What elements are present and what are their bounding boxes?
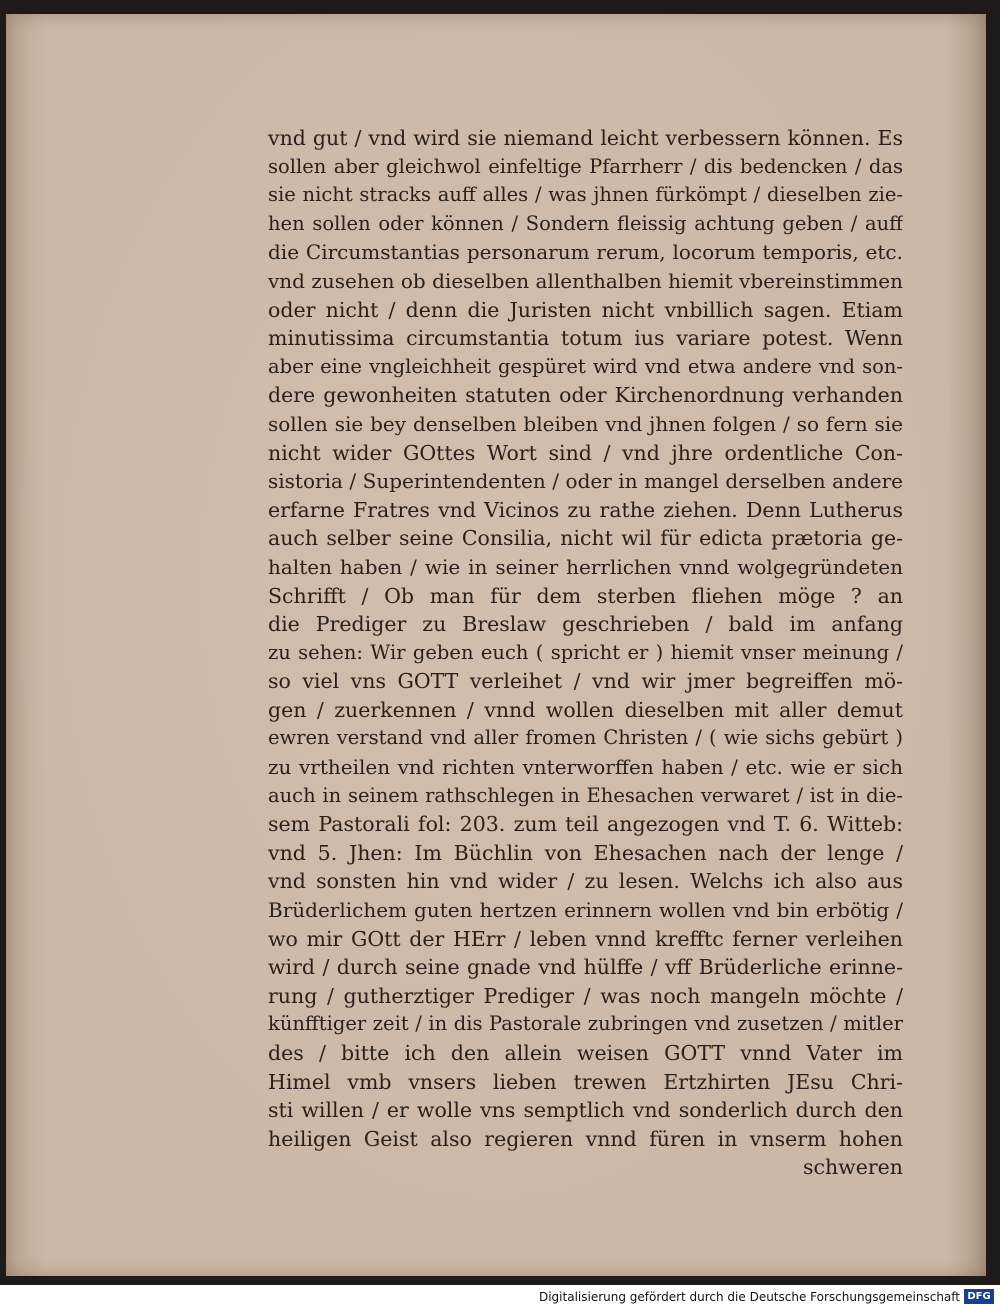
text-line: rung / gutherztiger Prediger / was noch mangeln möchte / (268, 983, 903, 1008)
text-line: hen sollen oder können / Sondern fleissig achtung geben / auff (268, 211, 903, 235)
text-line: vnd 5. Jhen: Im Büchlin von Ehesachen nach der lenge / (268, 840, 903, 865)
text-line: oder nicht / denn die Juristen nicht vnbillich sagen. Etiam (268, 297, 903, 322)
text-line: auch in seinem rathschlegen in Ehesachen verwaret / ist in die- (268, 783, 903, 807)
text-line: minutissima circumstantia totum ius variare potest. Wenn (268, 326, 903, 351)
book-page (6, 14, 986, 1276)
text-line: die Prediger zu Breslaw geschrieben / bald im anfang (268, 612, 903, 637)
text-line: Himel vmb vnsers lieben trewen Ertzhirten JEsu Chri- (268, 1069, 903, 1094)
text-line: vnd sonsten hin vnd wider / zu lesen. Welchs ich also aus (268, 869, 903, 894)
text-line: sollen sie bey denselben bleiben vnd jhnen folgen / so fern sie (268, 411, 903, 436)
text-line: aber eine vngleichheit gespüret wird vnd etwa andere vnd son- (268, 354, 903, 378)
text-line: künfftiger zeit / in dis Pastorale zubringen vnd zusetzen / mitler (268, 1012, 903, 1036)
text-line: gen / zuerkennen / vnnd wollen dieselben mit aller demut (268, 697, 903, 722)
text-line: so viel vns GOTT verleihet / vnd wir jmer begreiffen mö- (268, 669, 903, 694)
text-line: nicht wider GOttes Wort sind / vnd jhre ordentliche Con- (268, 440, 903, 465)
text-line: halten haben / wie in seiner herrlichen vnnd wolgegründeten (268, 554, 903, 579)
text-line: erfarne Fratres vnd Vicinos zu rathe ziehen. Denn Lutherus (268, 497, 903, 522)
funding-credit: Digitalisierung gefördert durch die Deutsche Forschungsgemeinschaft (538, 1290, 960, 1304)
text-line: sistoria / Superintendenten / oder in mangel derselben andere (268, 469, 903, 494)
text-line: sollen aber gleichwol einfeltige Pfarrherr / dis bedencken / das (268, 154, 903, 178)
text-line: zu vrtheilen vnd richten vnterworffen haben / etc. wie er sich (268, 755, 903, 780)
text-line: sem Pastorali fol: 203. zum teil angezogen vnd T. 6. Witteb: (268, 812, 903, 837)
text-line: Schrifft / Ob man für dem sterben fliehen möge ? an (268, 583, 903, 608)
text-line: wird / durch seine gnade vnd hülffe / vff Brüderliche erinne- (268, 955, 903, 980)
text-line: die Circumstantias personarum rerum, locorum temporis, etc. (268, 240, 903, 265)
text-line: ewren verstand vnd aller fromen Christen / ( wie sichs gebürt ) (268, 726, 903, 750)
text-line: heiligen Geist also regieren vnnd füren in vnserm hohen (268, 1126, 903, 1151)
page-text-block (268, 124, 903, 1182)
text-line: des / bitte ich den allein weisen GOTT vnnd Vater im (268, 1041, 903, 1065)
text-line: vnd zusehen ob dieselben allenthalben hiemit vbereinstimmen (268, 268, 903, 293)
text-line: vnd gut / vnd wird sie niemand leicht verbessern können. Es (268, 126, 903, 150)
text-line: zu sehen: Wir geben euch ( spricht er ) hiemit vnser meinung / (268, 640, 903, 664)
text-line: sie nicht stracks auff alles / was jhnen fürkömpt / dieselben zie- (268, 183, 903, 207)
dfg-logo: DFG (964, 1289, 994, 1304)
digitization-footer (0, 1285, 1000, 1309)
text-line: wo mir GOtt der HErr / leben vnnd krefftc ferner verleihen (268, 926, 903, 951)
text-line: auch selber seine Consilia, nicht wil für edicta prætoria ge- (268, 526, 903, 551)
text-line: Brüderlichem guten hertzen erinnern wollen vnd bin erbötig / (268, 898, 903, 923)
text-line: sti willen / er wolle vns semptlich vnd sonderlich durch den (268, 1098, 903, 1123)
text-line: dere gewonheiten statuten oder Kirchenordnung verhanden (268, 383, 903, 408)
text-line: schweren (802, 1155, 903, 1180)
